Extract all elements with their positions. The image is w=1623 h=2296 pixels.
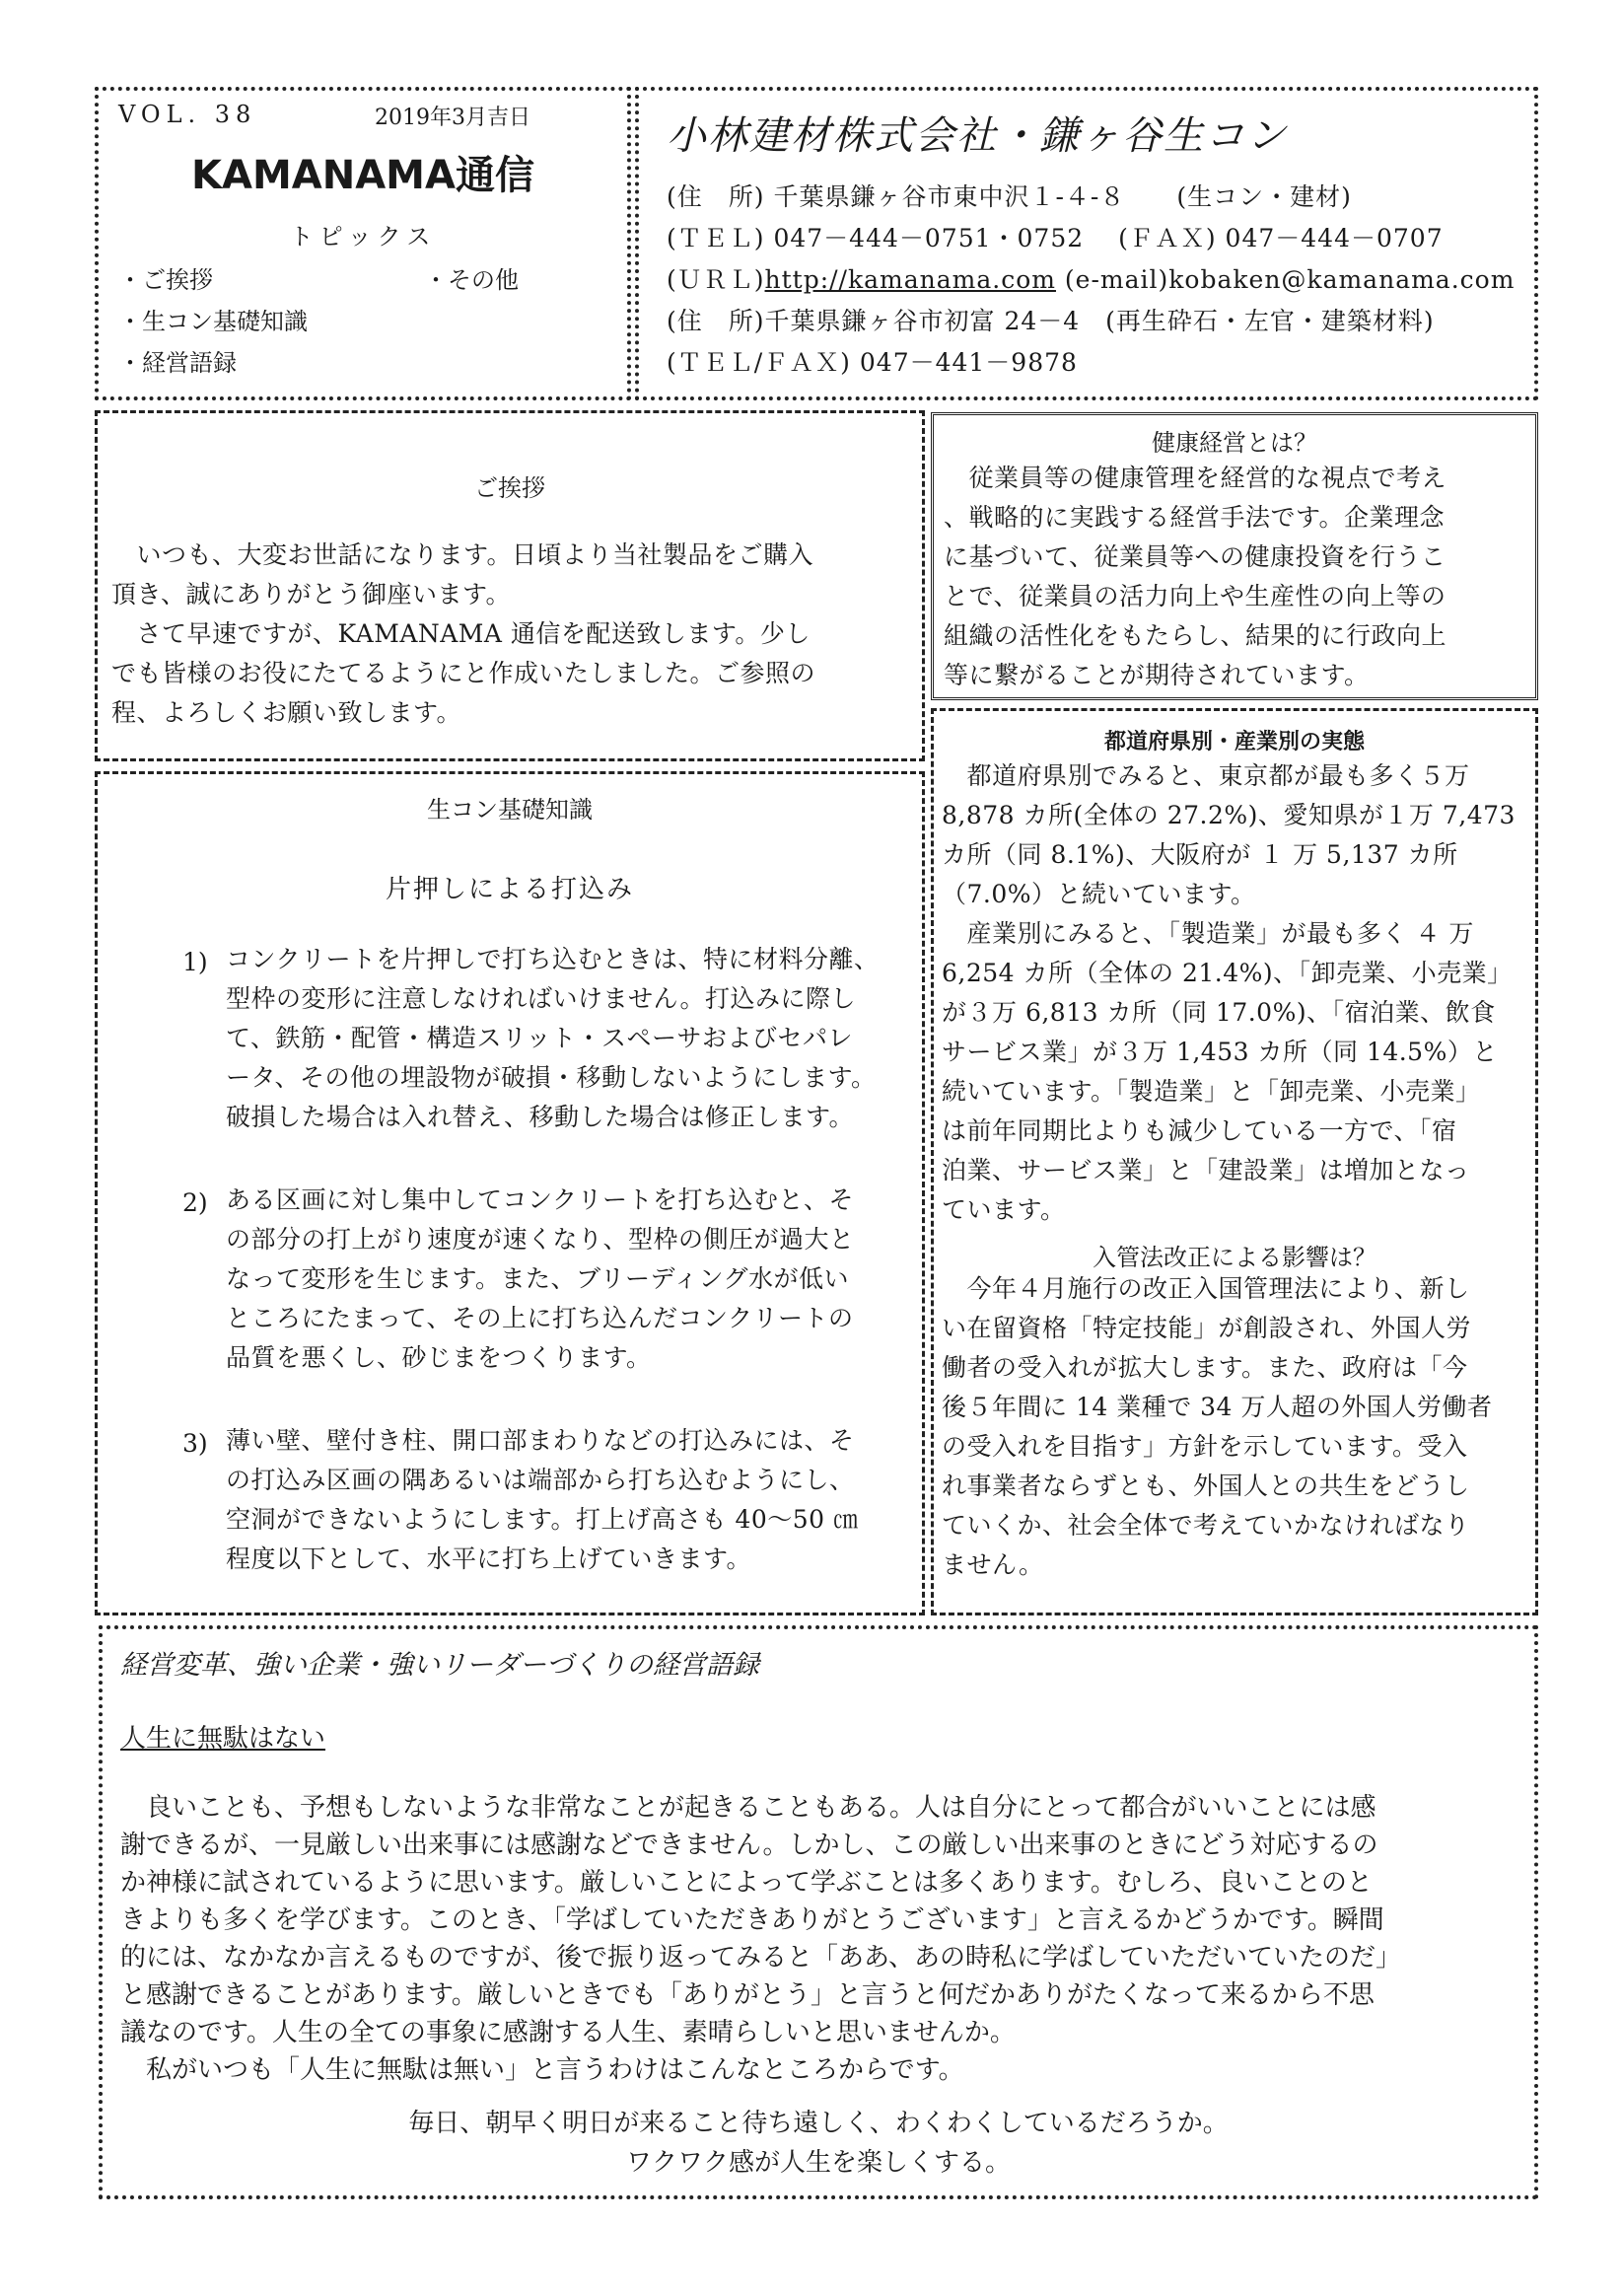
greeting-line: 頂き、誠にありがとう御座います。	[111, 580, 512, 609]
immigration-line: れ事業者ならずとも、外国人との共生をどうし	[942, 1471, 1470, 1500]
masthead-box	[95, 87, 631, 400]
regional-stats-box	[931, 708, 1538, 1615]
greeting-line: いつも、大変お世話になります。日頃より当社製品をご購入	[111, 540, 814, 569]
health-line: 、戦略的に実践する経営手法です。企業理念	[944, 503, 1446, 532]
quote-line: 謝できるが、一見厳しい出来事には感謝などできません。しかし、この厳しい出来事のときにどう対応するの	[120, 1830, 1378, 1860]
topic-item: ・生コン基礎知識	[118, 308, 308, 335]
health-line: 組織の活性化をもたらし、結果的に行政向上	[944, 621, 1447, 650]
url-label: (ＵＲＬ)	[667, 265, 765, 294]
health-management-box	[931, 412, 1538, 700]
item-line: ところにたまって、その上に打ち込んだコンクリートの	[226, 1304, 854, 1332]
item-line: の打込み区画の隅あるいは端部から打ち込むようにし、	[226, 1466, 855, 1494]
item-line: 品質を悪くし、砂じまをつくります。	[226, 1343, 652, 1372]
greeting-line: でも皆様のお役にたてるようにと作成いたしました。ご参照の	[111, 659, 816, 687]
item-line: 型枠の変形に注意しなければいけません。打込みに際し	[226, 984, 857, 1013]
region-line: は前年同期比よりも減少している一方で、「宿	[942, 1116, 1457, 1145]
topic-item: ・その他	[424, 266, 519, 294]
region-line: 6,254 カ所（全体の 21.4%)、「卸売業、小売業」	[942, 959, 1513, 987]
health-heading: 健康経営とは？	[1152, 429, 1317, 457]
item-line: ある区画に対し集中してコンクリートを打ち込むと、そ	[226, 1185, 855, 1214]
region-line: （7.0%）と続いています。	[942, 880, 1256, 908]
greeting-line: 程、よろしくお願い致します。	[111, 698, 462, 727]
region-line: サービス業」が３万 1,453 カ所（同 14.5%）と	[942, 1038, 1498, 1066]
item-line: の部分の打上がり速度が速くなり、型枠の側圧が過大と	[226, 1225, 855, 1254]
immigration-line: の受入れを目指す」方針を示しています。受入	[942, 1432, 1468, 1461]
immigration-line: 働者の受入れが拡大します。また、政府は「今	[942, 1353, 1468, 1382]
region-line: 泊業、サービス業」と「建設業」は増加となっ	[942, 1156, 1470, 1184]
quote-line: か神様に試されているように思います。厳しいことによって学ぶことは多くあります。むしろ、良いことのと	[120, 1868, 1373, 1898]
company-web-row	[667, 260, 1515, 296]
immigration-line: 後５年間に 14 業種で 34 万人超の外国人労働者	[942, 1393, 1493, 1421]
immigration-line: ていくか、社会全体で考えていかなければなり	[942, 1511, 1470, 1540]
quotes-subheading: 人生に無駄はない	[120, 1724, 326, 1754]
quote-line: きよりも多くを学びます。このとき、「学ばしていただきありがとうございます」と言えるかどうかです。瞬間	[120, 1905, 1384, 1935]
company-tel-fax-2: (ＴＥＬ/ＦＡＸ) 047－441－9878	[667, 348, 1078, 377]
item-number: 2)	[182, 1188, 208, 1217]
item-line: コンクリートを片押しで打ち込むときは、特に材料分離、	[226, 945, 880, 973]
region-line: 都道府県別でみると、東京都が最も多く５万	[942, 761, 1470, 790]
region-line: が３万 6,813 カ所（同 17.0%)、「宿泊業、飲食	[942, 998, 1496, 1027]
quotes-body	[120, 1789, 1520, 2089]
immigration-heading: 入管法改正による影響は？	[1093, 1244, 1376, 1271]
health-line: 従業員等の健康管理を経営的な視点で考え	[944, 464, 1447, 492]
item-line: 程度以下として、水平に打ち上げていきます。	[226, 1544, 752, 1573]
issue-date: 2019年3月吉日	[375, 106, 530, 130]
quote-line: 的には、なかなか言えるものですが、後で振り返ってみると「ああ、あの時私に学ばしていただいていたのだ」	[120, 1943, 1401, 1973]
company-address-2: (住 所)千葉県鎌ヶ谷市初富 24－4 (再生砕石・左官・建築材料)	[667, 307, 1435, 335]
item-line: なって変形を生じます。また、ブリーディング水が低い	[226, 1264, 850, 1293]
management-quotes-box	[99, 1625, 1538, 2199]
item-line: 破損した場合は入れ替え、移動した場合は修正します。	[226, 1103, 855, 1131]
quote-line: 良いことも、予想もしないような非常なことが起きることもある。人は自分にとって都合がいいことには感	[120, 1793, 1376, 1823]
item-line: 空洞ができないようにします。打上げ高さも 40～50 ㎝	[226, 1505, 859, 1534]
volume-number: VOL. 38	[118, 101, 257, 128]
item-line: 薄い壁、壁付き柱、開口部まわりなどの打込みには、そ	[226, 1426, 855, 1455]
closing-line: ワクワク感が人生を楽しくする。	[625, 2148, 1011, 2178]
item-number: 3)	[182, 1429, 208, 1458]
region-line: 8,878 カ所(全体の 27.2%)、愛知県が１万 7,473	[942, 801, 1516, 829]
email-address: (e-mail)kobaken@kamanama.com	[1064, 265, 1516, 294]
health-line: に基づいて、従業員等への健康投資を行うこ	[944, 542, 1447, 571]
topic-item: ・ご挨拶	[118, 266, 213, 294]
company-name: 小林建材株式会社・鎌ヶ谷生コン	[667, 113, 1288, 159]
company-address-1: (住 所) 千葉県鎌ヶ谷市東中沢１-４-８ (生コン・建材)	[667, 182, 1352, 211]
immigration-line: 今年４月施行の改正入国管理法により、新し	[942, 1274, 1470, 1303]
item-number: 1)	[182, 948, 208, 976]
topics-heading: トピックス	[289, 223, 437, 251]
greeting-box	[95, 410, 925, 761]
region-line: ています。	[942, 1195, 1066, 1224]
region-heading: 都道府県別・産業別の実態	[1103, 729, 1365, 754]
knowledge-subheading: 片押しによる打込み	[385, 875, 634, 904]
region-line: 続いています。「製造業」と「卸売業、小売業」	[942, 1077, 1481, 1106]
quote-line: と感謝できることがあります。厳しいときでも「ありがとう」と言うと何だかありがたくなって来るから不思	[120, 1980, 1375, 2010]
health-line: とで、従業員の活力向上や生産性の向上等の	[944, 582, 1447, 610]
health-line: 等に繋がることが期待されています。	[944, 661, 1370, 689]
company-tel-fax: (ＴＥＬ) 047－444－0751・0752 (ＦＡＸ) 047－444－0707	[667, 224, 1444, 252]
quote-line: 私がいつも「人生に無駄は無い」と言うわけはこんなところからです。	[120, 2055, 964, 2085]
item-line: ータ、その他の埋設物が破損・移動しないようにします。	[226, 1063, 877, 1092]
topic-item: ・経営語録	[118, 349, 237, 377]
closing-line: 毎日、朝早く明日が来ること待ち遠しく、わくわくしているだろうか。	[408, 2109, 1229, 2138]
greeting-line: さて早速ですが、KAMANAMA 通信を配送致します。少し	[111, 619, 811, 648]
immigration-line: い在留資格「特定技能」が創設され、外国人労	[942, 1314, 1472, 1342]
immigration-line: ません。	[942, 1550, 1044, 1579]
knowledge-heading: 生コン基礎知識	[427, 796, 593, 824]
region-line: カ所（同 8.1%)、大阪府が １ 万 5,137 カ所	[942, 840, 1458, 869]
newsletter-title: KAMANAMA通信	[191, 153, 534, 198]
greeting-heading: ご挨拶	[474, 474, 545, 502]
company-info-box	[635, 87, 1538, 400]
region-line: 産業別にみると、「製造業」が最も多く ４ 万	[942, 919, 1474, 948]
item-line: て、鉄筋・配管・構造スリット・スペーサおよびセパレ	[226, 1024, 854, 1052]
quote-line: 議なのです。人生の全ての事象に感謝する人生、素晴らしいと思いませんか。	[120, 2018, 1016, 2047]
website-link[interactable]: http://kamanama.com	[764, 265, 1056, 294]
concrete-knowledge-box	[95, 771, 925, 1615]
quotes-heading: 経営変革、強い企業・強いリーダーづくりの経営語録	[120, 1650, 759, 1681]
